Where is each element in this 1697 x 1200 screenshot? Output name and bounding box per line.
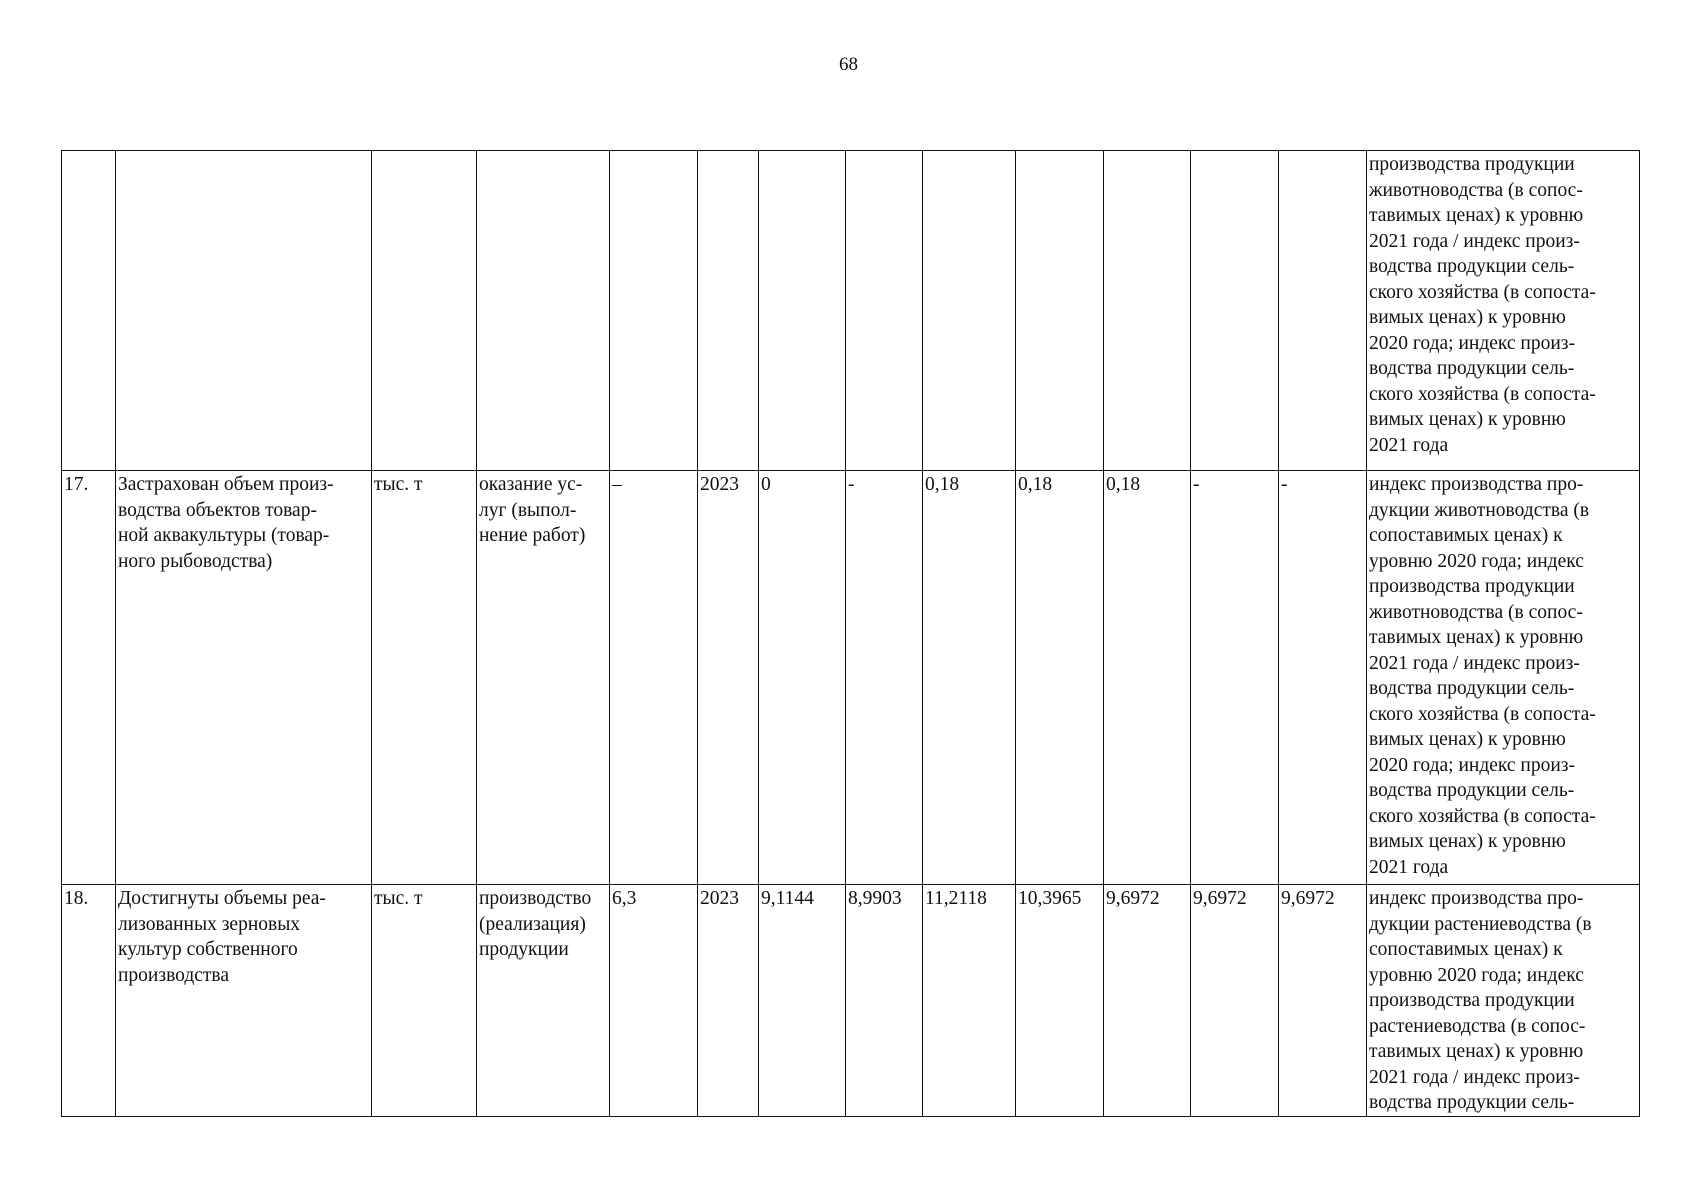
row-indicator: производства продукции животноводства (в сопос- тавимых ценах) к уровню 2021 года / индекс произ- водства продукции сель- ского хозяйства (в сопоста- вимых ценах) к уровню 2020 года; индекс произ- водства продукции сель- ского хозяйства (в сопоста- вимых ценах) к уровню 2021 года bbox=[1367, 151, 1640, 471]
row-base-year: 2023 bbox=[698, 885, 759, 1117]
row-value-5: 9,6972 bbox=[1104, 885, 1191, 1117]
row-value-6 bbox=[1191, 151, 1279, 471]
row-number bbox=[62, 151, 116, 471]
row-value-5: 0,18 bbox=[1104, 471, 1191, 885]
row-type: производство (реализация) продукции bbox=[477, 885, 610, 1117]
row-base-value: – bbox=[610, 471, 698, 885]
table-row bbox=[62, 471, 1640, 885]
row-value-1 bbox=[759, 151, 846, 471]
row-base-year: 2023 bbox=[698, 471, 759, 885]
row-value-2: - bbox=[846, 471, 923, 885]
row-value-1: 9,1144 bbox=[759, 885, 846, 1117]
row-name bbox=[116, 151, 372, 471]
row-name: Достигнуты объемы реа- лизованных зерновых культур собственного производства bbox=[116, 885, 372, 1117]
table-row bbox=[62, 151, 1640, 471]
row-number: 17. bbox=[62, 471, 116, 885]
row-value-2 bbox=[846, 151, 923, 471]
row-value-7: - bbox=[1279, 471, 1367, 885]
row-name: Застрахован объем произ- водства объектов товар- ной аквакультуры (товар- ного рыбоводства) bbox=[116, 471, 372, 885]
row-value-4 bbox=[1016, 151, 1104, 471]
row-type bbox=[477, 151, 610, 471]
row-value-7: 9,6972 bbox=[1279, 885, 1367, 1117]
row-unit bbox=[372, 151, 477, 471]
row-base-value bbox=[610, 151, 698, 471]
table-row bbox=[62, 885, 1640, 1117]
row-value-3 bbox=[923, 151, 1016, 471]
row-unit: тыс. т bbox=[372, 471, 477, 885]
row-base-year bbox=[698, 151, 759, 471]
row-type: оказание ус- луг (выпол- нение работ) bbox=[477, 471, 610, 885]
row-number: 18. bbox=[62, 885, 116, 1117]
page-number: 68 bbox=[839, 54, 858, 75]
row-value-1: 0 bbox=[759, 471, 846, 885]
row-value-3: 0,18 bbox=[923, 471, 1016, 885]
row-value-4: 10,3965 bbox=[1016, 885, 1104, 1117]
row-indicator: индекс производства про- дукции растениеводства (в сопоставимых ценах) к уровню 2020 года; индекс производства продукции растениеводства (в сопос- тавимых ценах) к уровню 2021 года / индекс произ- водства продукции сель- bbox=[1367, 885, 1640, 1117]
row-base-value: 6,3 bbox=[610, 885, 698, 1117]
row-value-4: 0,18 bbox=[1016, 471, 1104, 885]
row-value-2: 8,9903 bbox=[846, 885, 923, 1117]
row-indicator: индекс производства про- дукции животноводства (в сопоставимых ценах) к уровню 2020 года; индекс производства продукции животноводства (в сопос- тавимых ценах) к уровню 2021 года / индекс произ- водства продукции сель- ского хозяйства (в сопоста- вимых ценах) к уровню 2020 года; индекс произ- водства продукции сель- ского хозяйства (в сопоста- вимых ценах) к уровню 2021 года bbox=[1367, 471, 1640, 885]
row-value-7 bbox=[1279, 151, 1367, 471]
indicators-table bbox=[61, 150, 1640, 1117]
row-value-6: - bbox=[1191, 471, 1279, 885]
row-value-3: 11,2118 bbox=[923, 885, 1016, 1117]
row-unit: тыс. т bbox=[372, 885, 477, 1117]
row-value-5 bbox=[1104, 151, 1191, 471]
row-value-6: 9,6972 bbox=[1191, 885, 1279, 1117]
